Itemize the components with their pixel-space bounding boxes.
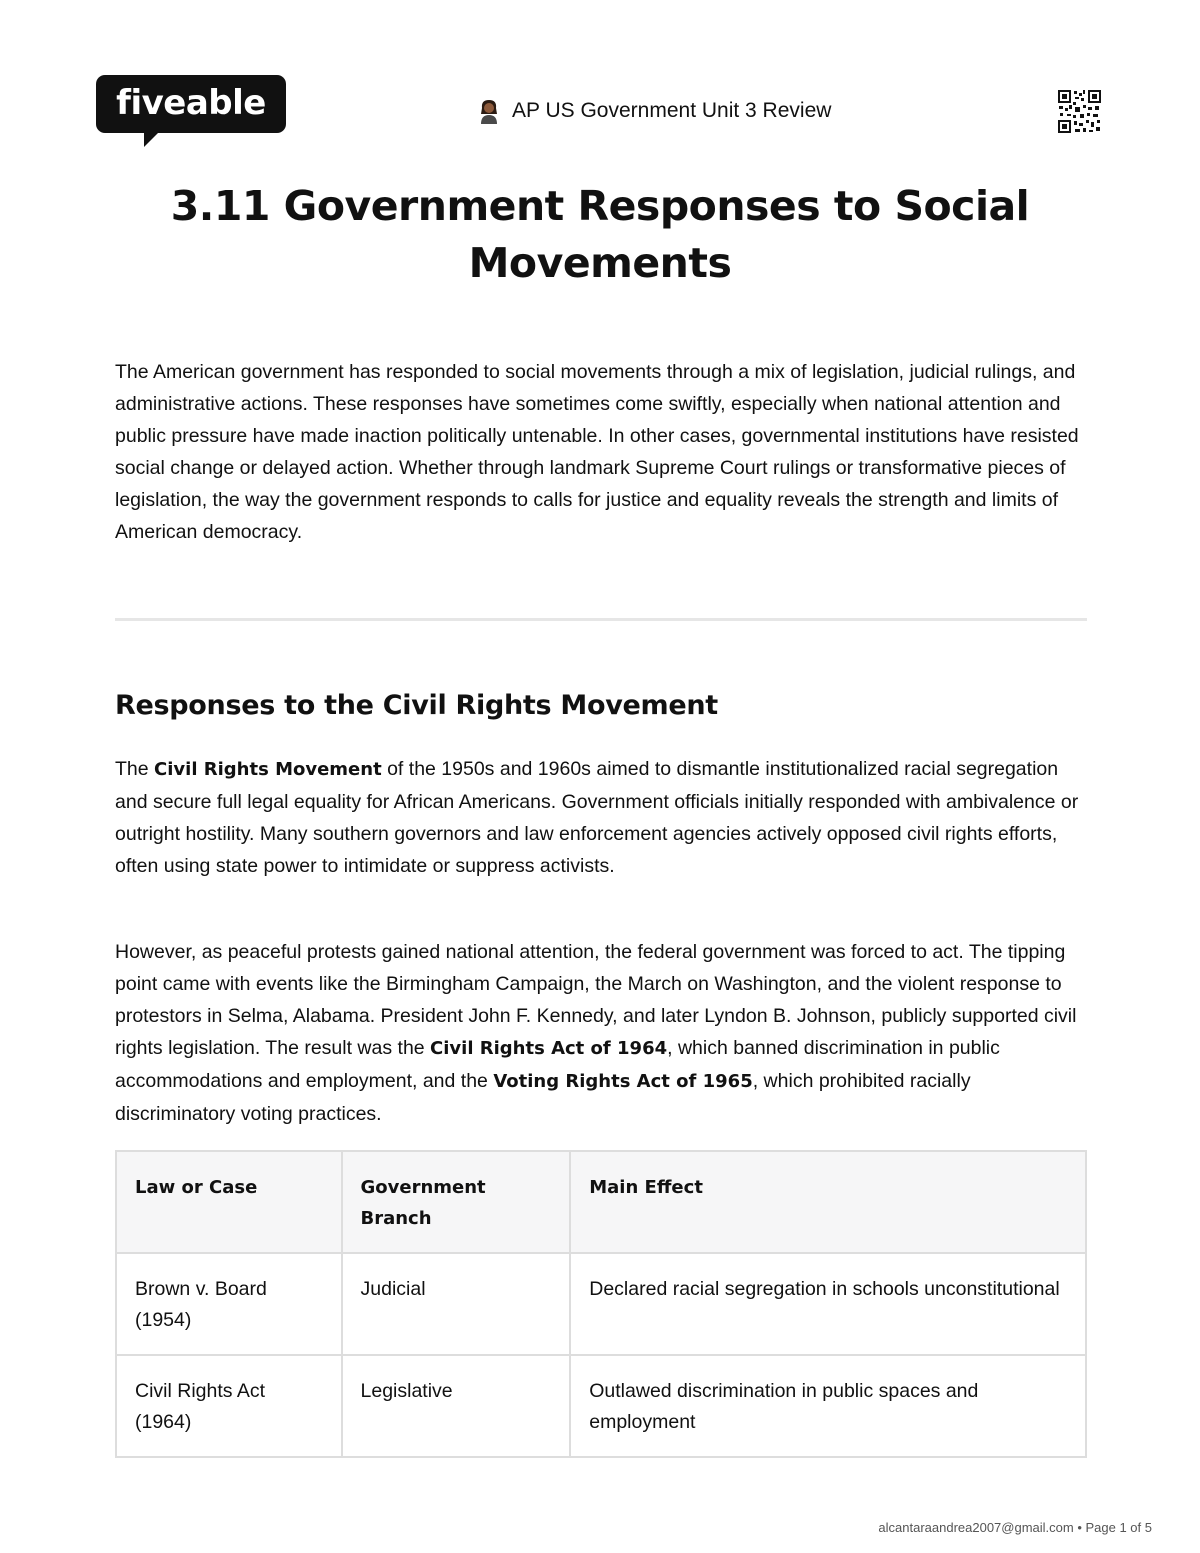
column-header: Main Effect (570, 1151, 1086, 1253)
page-footer: alcantaraandrea2007@gmail.com • Page 1 of 5 (878, 1520, 1152, 1535)
logo-text: fiveable (116, 83, 266, 123)
table-header-row (116, 1151, 1086, 1253)
table-cell: Civil Rights Act (1964) (116, 1355, 342, 1457)
qr-code-icon (1057, 89, 1102, 134)
table-cell: Judicial (342, 1253, 571, 1355)
table-cell: Brown v. Board (1954) (116, 1253, 342, 1355)
unit-review-header (478, 96, 831, 126)
table-cell: Legislative (342, 1355, 571, 1457)
table-cell: Declared racial segregation in schools unconstitutional (570, 1253, 1086, 1355)
section-divider (115, 618, 1087, 621)
section-heading: Responses to the Civil Rights Movement (115, 690, 718, 721)
page-title: 3.11 Government Responses to Social Movements (170, 182, 1030, 287)
table-cell: Outlawed discrimination in public spaces and employment (570, 1355, 1086, 1457)
table-row (116, 1253, 1086, 1355)
bold-term-civil-rights-movement: Civil Rights Movement (154, 759, 382, 780)
bold-term-voting-rights-act: Voting Rights Act of 1965 (493, 1071, 753, 1092)
laws-table (115, 1150, 1087, 1458)
intro-paragraph: The American government has responded to social movements through a mix of legislation, judicial rulings, and administrative actions. These responses have sometimes come swiftly, especially when national attention and public pressure have made inaction politically untenable. In other cases, governmental institutions have resisted social change or delayed action. Whether through landmark Supreme Court rulings or transformative pieces of legislation, the way the government responds to calls for justice and equality reveals the strength and limits of American democracy. (115, 361, 1079, 543)
column-header: Law or Case (116, 1151, 342, 1253)
civil-rights-paragraph-2: However, as peaceful protests gained national attention, the federal government was forced to act. The tipping point came with events like the Birmingham Campaign, the March on Washington, and the violent response to protestors in Selma, Alabama. President John F. Kennedy, and later Lyndon B. Johnson, publicly supported civil rights legislation. The result was the Civil Rights Act of 1964, which banned discrimination in public accommodations and employment, and the Voting Rights Act of 1965, which prohibited racially discriminatory voting practices. (115, 941, 1077, 1125)
civil-rights-paragraph-1: The Civil Rights Movement of the 1950s and 1960s aimed to dismantle institutionalized racial segregation and secure full legal equality for African Americans. Government officials initially responded with ambivalence or outright hostility. Many southern governors and law enforcement agencies actively opposed civil rights efforts, often using state power to intimidate or suppress activists. (115, 758, 1079, 877)
table-row (116, 1355, 1086, 1457)
person-icon (478, 98, 500, 124)
review-title: AP US Government Unit 3 Review (512, 99, 832, 122)
bold-term-civil-rights-act: Civil Rights Act of 1964 (430, 1038, 668, 1059)
fiveable-logo[interactable] (96, 75, 286, 133)
column-header: Government Branch (342, 1151, 571, 1253)
